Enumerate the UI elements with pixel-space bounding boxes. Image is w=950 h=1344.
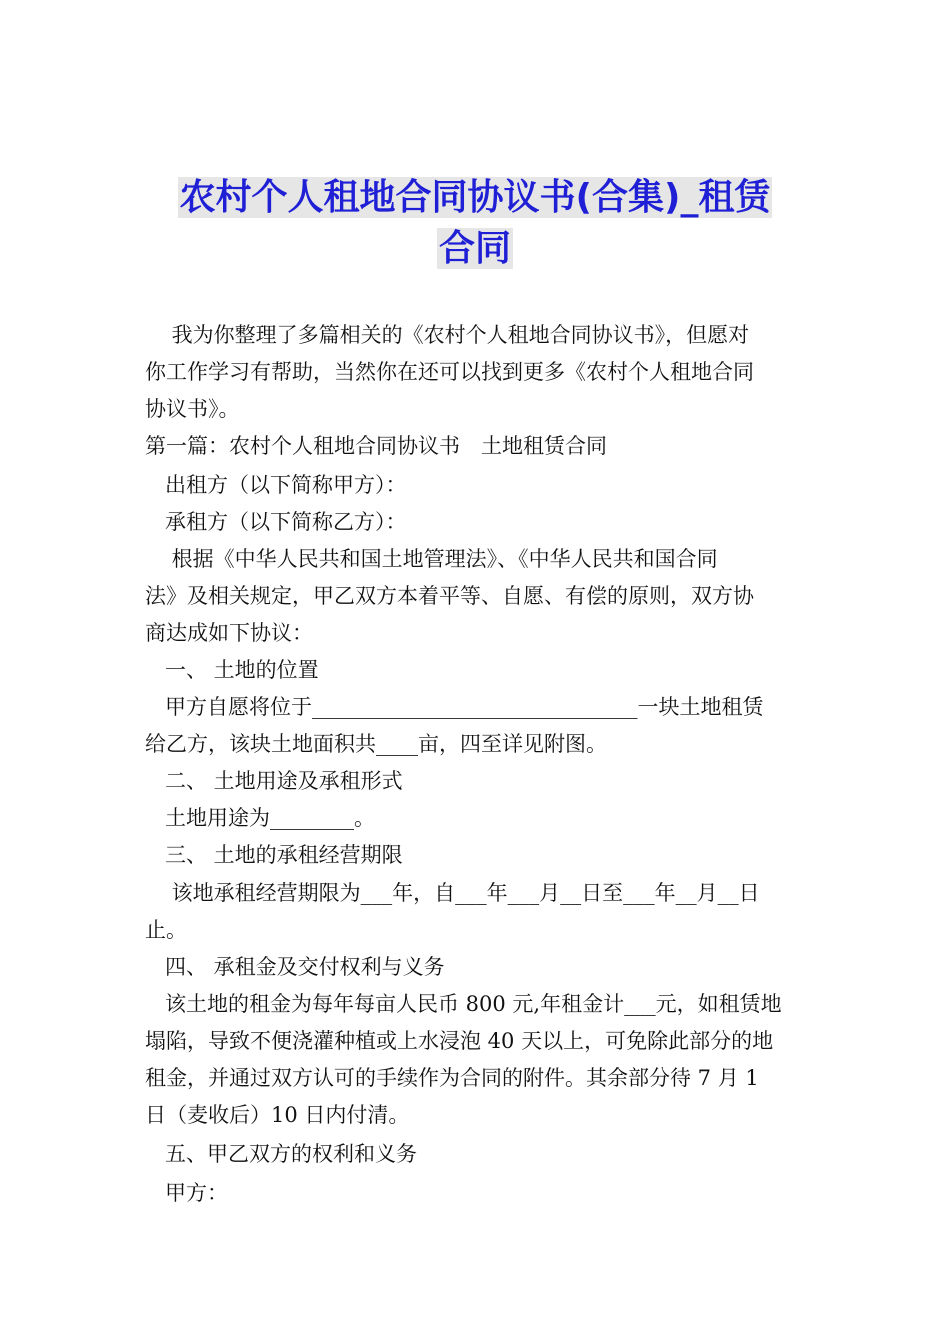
section-4-line-4: 日（麦收后）10 日内付清。 xyxy=(145,1103,410,1127)
intro-line-3: 协议书》。 xyxy=(145,397,240,421)
section-3-line-1: 该地承租经营期限为___年，自___年___月__日至___年__月__日 xyxy=(165,881,760,905)
section-2-line-1: 土地用途为________。 xyxy=(165,806,375,830)
section-4-line-3: 租金，并通过双方认可的手续作为合同的附件。其余部分待 7 月 1 xyxy=(145,1066,759,1090)
section-3-heading: 三、 土地的承租经营期限 xyxy=(165,843,403,867)
chapter-heading: 第一篇：农村个人租地合同协议书 土地租赁合同 xyxy=(145,434,607,458)
section-1-line-1: 甲方自愿将位于_______________________________一块土地租赁 xyxy=(165,695,764,719)
section-3-line-2: 止。 xyxy=(145,918,187,942)
document-title xyxy=(140,172,810,274)
party-a-label: 甲方： xyxy=(165,1181,228,1205)
lessee-line: 承租方（以下简称乙方）： xyxy=(165,510,407,534)
section-1-line-2: 给乙方，该块土地面积共____亩，四至详见附图。 xyxy=(145,732,607,756)
preamble-line-1: 根据《中华人民共和国土地管理法》、《中华人民共和国合同 xyxy=(165,547,718,571)
section-4-line-2: 塌陷，导致不便浇灌种植或上水浸泡 40 天以上，可免除此部分的地 xyxy=(145,1029,774,1053)
section-4-heading: 四、 承租金及交付权利与义务 xyxy=(165,955,445,979)
title-line-2: 合同 xyxy=(438,228,511,269)
intro-line-1: 我为你整理了多篇相关的《农村个人租地合同协议书》，但愿对 xyxy=(165,323,750,347)
section-1-heading: 一、 土地的位置 xyxy=(165,658,319,682)
title-line-1: 农村个人租地合同协议书(合集)_租赁 xyxy=(179,177,771,218)
preamble-line-2: 法》及相关规定，甲乙双方本着平等、自愿、有偿的原则，双方协 xyxy=(145,584,754,608)
section-2-heading: 二、 土地用途及承租形式 xyxy=(165,769,403,793)
preamble-line-3: 商达成如下协议： xyxy=(145,621,313,645)
section-5-heading: 五、甲乙双方的权利和义务 xyxy=(165,1142,417,1166)
lessor-line: 出租方（以下简称甲方）： xyxy=(165,473,407,497)
intro-line-2: 你工作学习有帮助，当然你在还可以找到更多《农村个人租地合同 xyxy=(145,360,754,384)
section-4-line-1: 该土地的租金为每年每亩人民币 800 元,年租金计___元，如租赁地 xyxy=(165,992,782,1016)
